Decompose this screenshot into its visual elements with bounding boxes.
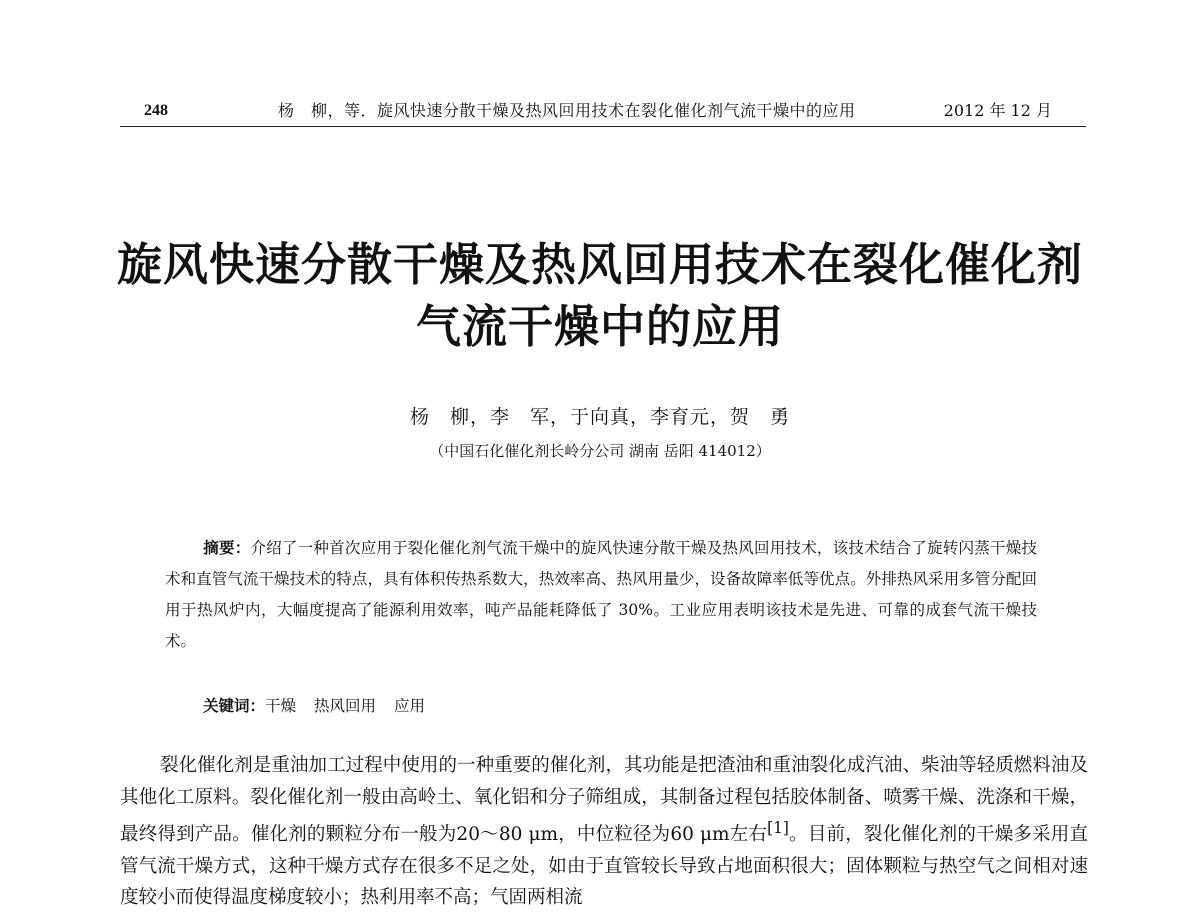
keywords-label: 关键词： xyxy=(203,696,266,715)
running-title: 杨 柳，等．旋风快速分散干燥及热风回用技术在裂化催化剂气流干燥中的应用 xyxy=(278,101,856,120)
citation-marker[interactable]: [1] xyxy=(767,819,789,837)
paper-title-line-1: 旋风快速分散干燥及热风回用技术在裂化催化剂 xyxy=(116,238,1083,291)
abstract-label: 摘要： xyxy=(203,538,251,557)
page-number: 248 xyxy=(144,102,168,119)
keyword: 应用 xyxy=(394,697,426,715)
abstract-text: 介绍了一种首次应用于裂化催化剂气流干燥中的旋风快速分散干燥及热风回用技术，该技术结合了旋转闪蒸干燥技术和直管气流干燥技术的特点，具有体积传热系数大，热效率高、热风用量少，设备故障率低等优点。外排热风采用多管分配回用于热风炉内，大幅度提高了能源利用效率，吨产品能耗降低了 30%。工业应用表明该技术是先进、可靠的成套气流干燥技术。 xyxy=(165,539,1037,650)
keyword: 热风回用 xyxy=(314,697,377,715)
abstract xyxy=(165,532,1037,657)
affiliation: （中国石化催化剂长岭分公司 湖南 岳阳 414012） xyxy=(429,442,771,460)
issue-date: 2012 年 12 月 xyxy=(943,101,1052,120)
keyword: 干燥 xyxy=(265,697,297,715)
body-text-part-1: 裂化催化剂是重油加工过程中使用的一种重要的催化剂，其功能是把渣油和重油裂化成汽油、柴油等轻质燃料油及其他化工原料。裂化催化剂一般由高岭土、氧化铝和分子筛组成，其制备过程包括胶体制备、喷雾干燥、洗涤和干燥，最终得到产品。催化剂的颗粒分布一般为20～80 μm，中位粒径为60 μm左右 xyxy=(120,755,1088,846)
paper-title-line-2: 气流干燥中的应用 xyxy=(415,300,784,353)
author-list: 杨 柳，李 军，于向真，李育元，贺 勇 xyxy=(409,406,790,428)
body-paragraph xyxy=(120,750,1088,914)
keywords xyxy=(203,694,443,716)
running-header xyxy=(120,96,1086,127)
body-text-part-2: 。目前，裂化催化剂的干燥多采用直管气流干燥方式，这种干燥方式存在很多不足之处，如由于直管较长导致占地面积很大；固体颗粒与热空气之间相对速度较小而使得温度梯度较小；热利用率不高；气固两相流 xyxy=(120,824,1088,909)
